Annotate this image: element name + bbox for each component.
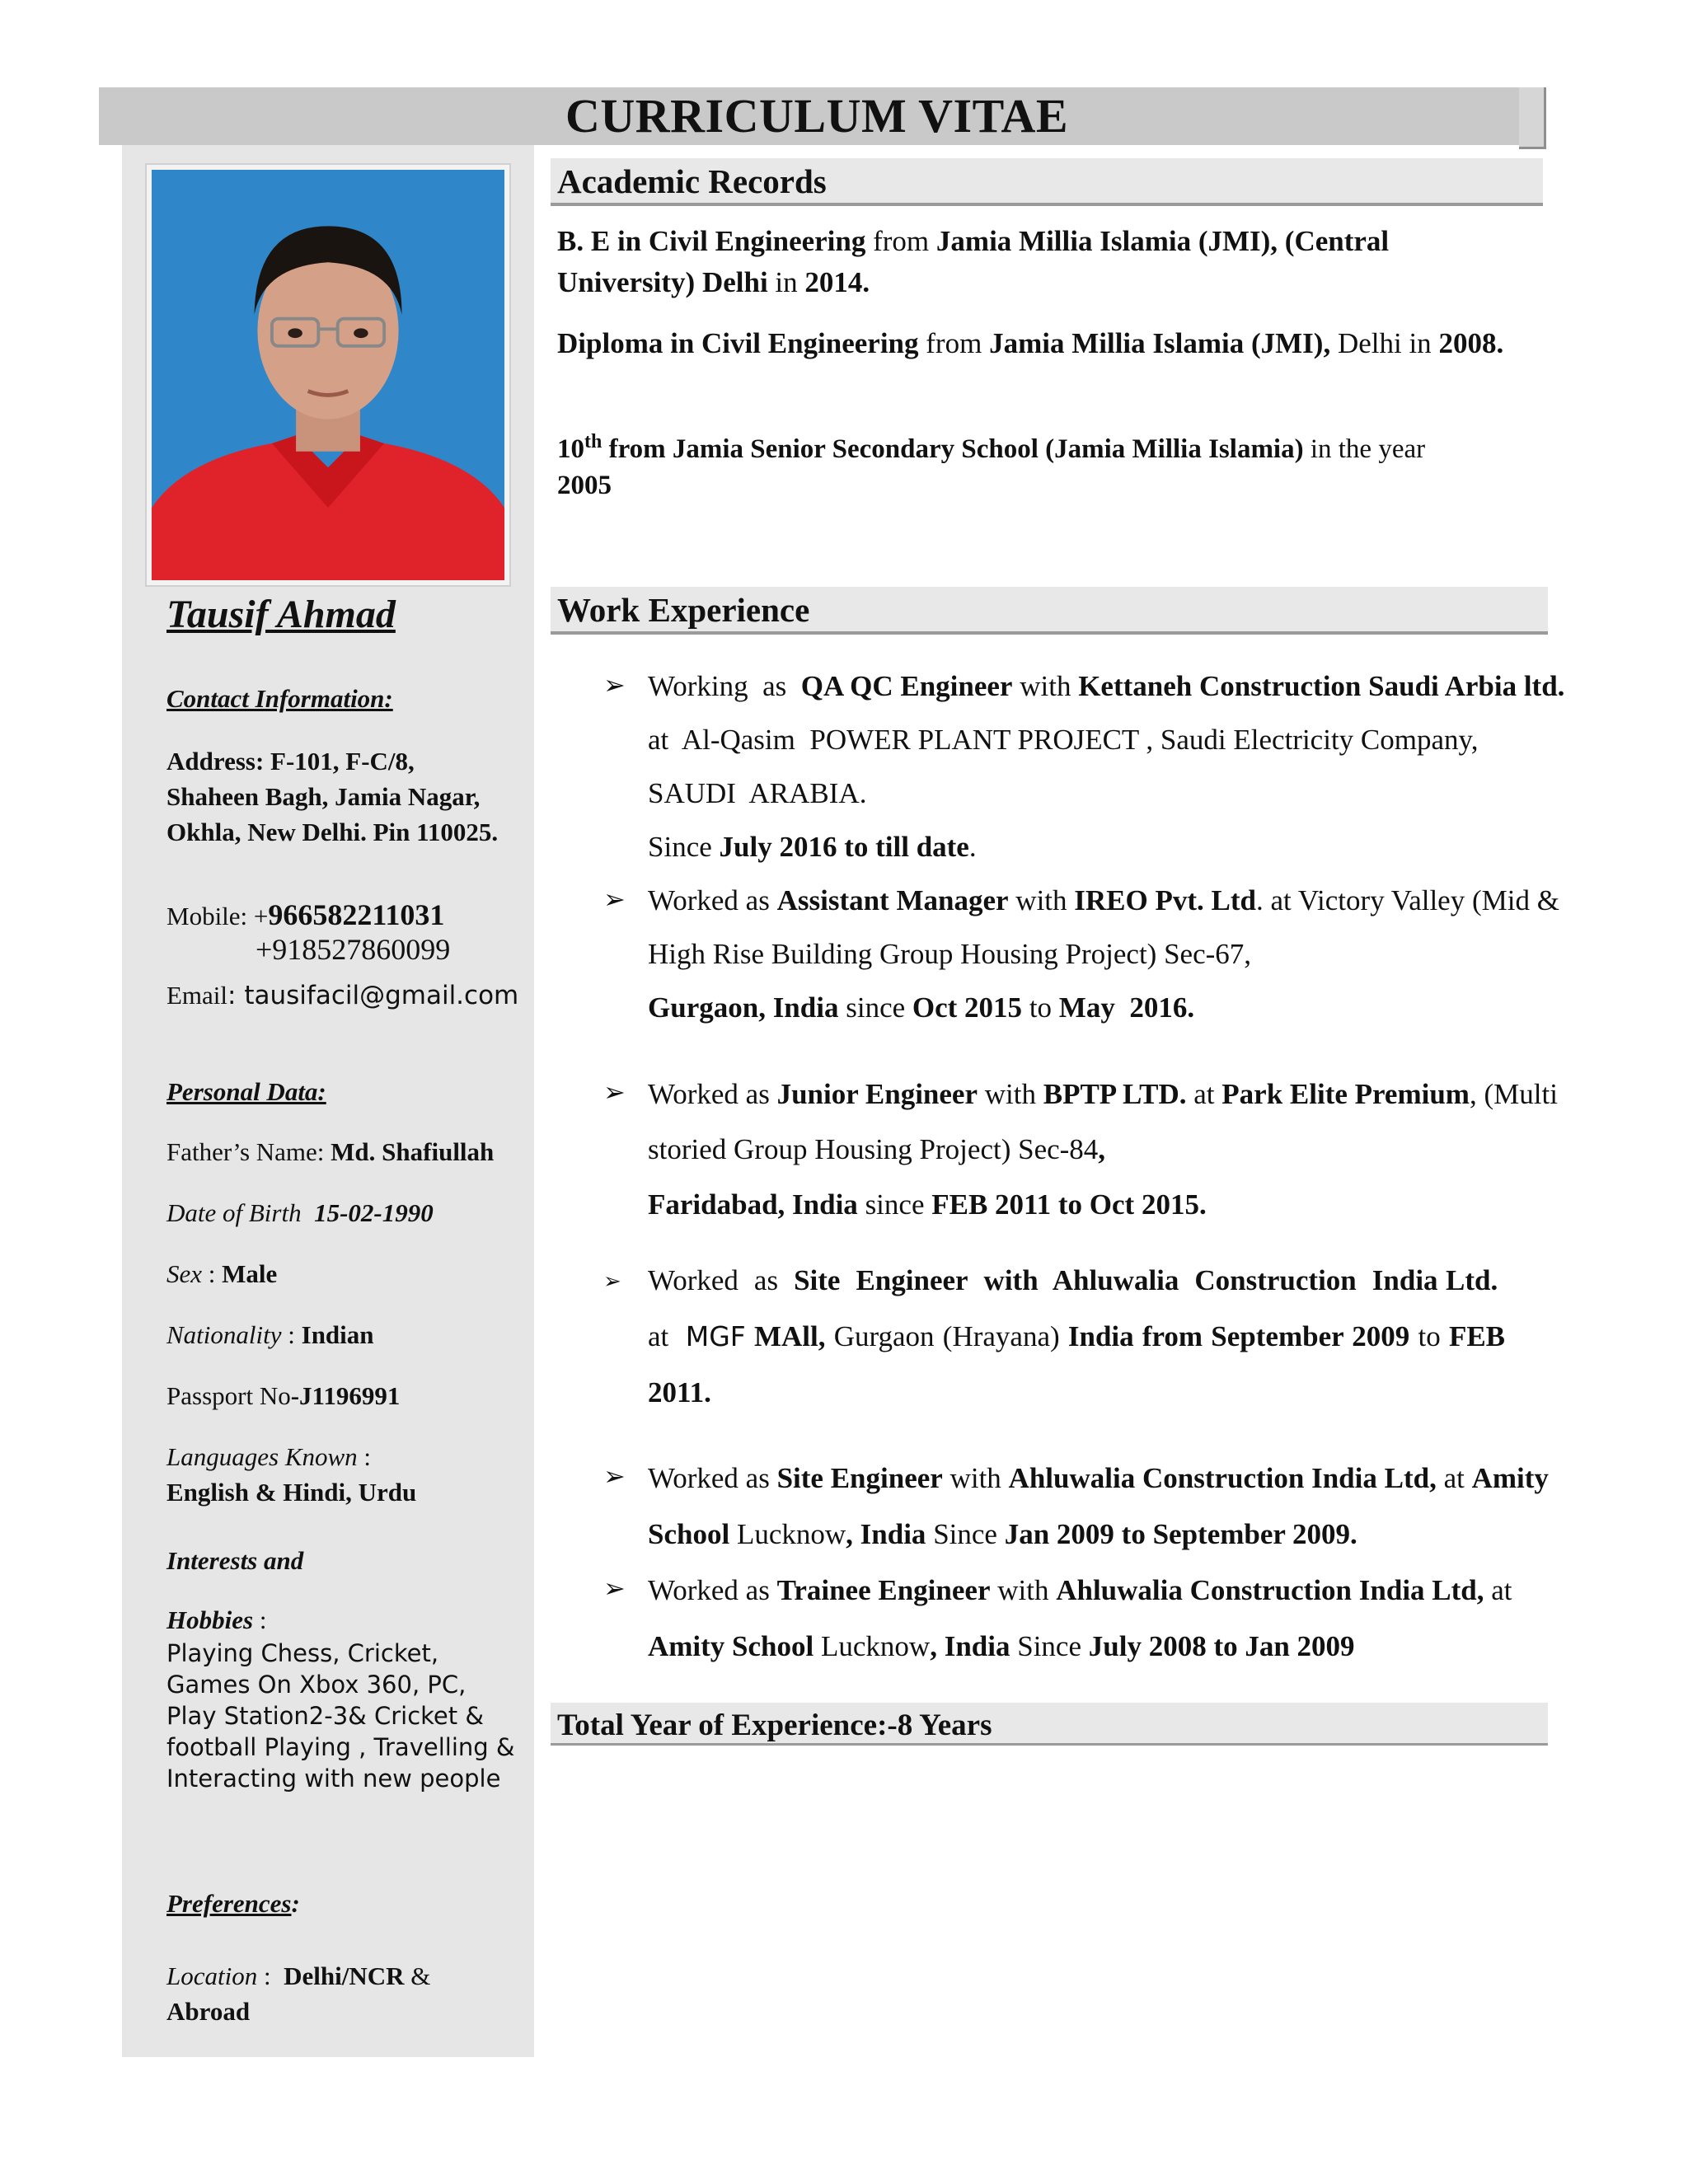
arrow-bullet-icon: ➢	[603, 669, 626, 701]
address-line: Shaheen Bagh, Jamia Nagar,	[166, 782, 481, 811]
nationality: Nationality : Indian	[166, 1320, 374, 1349]
languages-value: English & Hindi, Urdu	[166, 1478, 417, 1507]
hobby-line: football Playing , Travelling &	[166, 1733, 515, 1761]
experience-item: Worked as Site Engineer with Ahluwalia Construction India Ltd, at Amity School Lucknow, India Since Jan 2009 to September 2009.	[648, 1462, 1549, 1550]
hobby-line: Interacting with new people	[166, 1765, 501, 1793]
experience-item: Working as QA QC Engineer with Kettaneh Construction Saudi Arbia ltd. at Al-Qasim POWER PLANT PROJECT , Saudi Electricity Company, SAUDI ARABIA. Since July 2016 to till date.	[648, 670, 1565, 863]
mobile-secondary: +918527860099	[256, 933, 451, 966]
mobile-primary: 966582211031	[268, 898, 445, 931]
email	[166, 977, 518, 1014]
sex: Sex : Male	[166, 1259, 278, 1288]
academic-tenth: 10th from Jamia Senior Secondary School (Jamia Millia Islamia) in the year 2005	[557, 431, 1426, 500]
total-experience: Total Year of Experience:-8 Years	[557, 1708, 992, 1742]
email-value: : tausifacil@gmail.com	[227, 981, 519, 1010]
arrow-bullet-icon: ➢	[603, 1076, 626, 1108]
work-heading: Work Experience	[557, 591, 810, 629]
interests-label: Interests and	[166, 1546, 304, 1575]
passport: Passport No-J1196991	[166, 1381, 401, 1410]
arrow-bullet-icon: ➢	[603, 883, 626, 915]
experience-item: Worked as Assistant Manager with IREO Pvt. Ltd. at Victory Valley (Mid & High Rise Building Group Housing Project) Sec-67, Gurgaon, India since Oct 2015 to May 2016.	[648, 884, 1559, 1024]
academic-heading: Academic Records	[557, 162, 827, 200]
date-of-birth: Date of Birth 15-02-1990	[166, 1198, 434, 1227]
experience-item: Worked as Junior Engineer with BPTP LTD. at Park Elite Premium, (Multi storied Group Housing Project) Sec-84, Faridabad, India since FEB 2011 to Oct 2015.	[648, 1078, 1558, 1221]
academic-be: B. E in Civil Engineering from Jamia Millia Islamia (JMI), (Central University) Delhi in 2014.	[557, 225, 1390, 298]
mobile	[166, 898, 450, 966]
hobby-line: Playing Chess, Cricket,	[166, 1639, 439, 1667]
preferences-heading: Preferences:	[166, 1889, 300, 1918]
hobby-line: Play Station2-3& Cricket &	[166, 1702, 484, 1730]
hobby-line: Games On Xbox 360, PC,	[166, 1671, 467, 1699]
email-label: Email	[166, 981, 228, 1010]
arrow-bullet-icon: ➢	[603, 1572, 626, 1604]
address-line: Address: F-101, F-C/8,	[166, 747, 415, 776]
experience-item: Worked as Site Engineer with Ahluwalia Construction India Ltd. at MGF MAll, Gurgaon (Hrayana) India from September 2009 to FEB 2011.	[648, 1264, 1506, 1408]
experience-item: Worked as Trainee Engineer with Ahluwalia Construction India Ltd, at Amity School Lucknow, India Since July 2008 to Jan 2009	[648, 1574, 1512, 1662]
address-line: Okhla, New Delhi. Pin 110025.	[166, 818, 499, 846]
arrow-bullet-icon: ➢	[603, 1460, 626, 1492]
father-name: Father’s Name: Md. Shafiullah	[166, 1137, 495, 1166]
location: Location : Delhi/NCR & Abroad	[166, 1961, 431, 2026]
hobbies: Hobbies : Playing Chess, Cricket, Games On Xbox 360, PC, Play Station2-3& Cricket & football Playing , Travelling & Interacting with new people	[166, 1605, 515, 1793]
languages: Languages Known : English & Hindi, Urdu	[166, 1439, 416, 1510]
academic-diploma: Diploma in Civil Engineering from Jamia Millia Islamia (JMI), Delhi in 2008.	[557, 327, 1504, 359]
academic-heading-band	[551, 158, 1543, 206]
contact-heading: Contact Information:	[166, 684, 393, 713]
candidate-name: Tausif Ahmad	[166, 593, 396, 636]
page-title: CURRICULUM VITAE	[565, 89, 1069, 143]
personal-heading: Personal Data:	[166, 1077, 326, 1106]
arrow-bullet-icon: ➢	[603, 1269, 621, 1294]
address	[166, 743, 498, 850]
work-heading-band	[551, 587, 1548, 635]
profile-photo	[147, 165, 509, 585]
total-experience-band	[551, 1703, 1548, 1746]
mobile-label: Mobile: +	[166, 902, 269, 930]
